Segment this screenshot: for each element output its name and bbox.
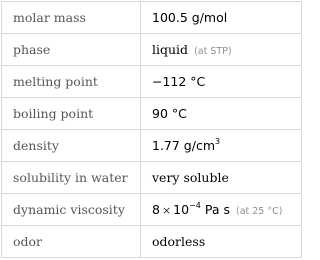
- property-label: solubility in water: [2, 162, 141, 194]
- properties-table: [1, 1, 302, 258]
- viscosity-unit: Pa s: [204, 202, 230, 217]
- property-value: 100.5 g/mol: [141, 2, 302, 34]
- property-value: odorless: [152, 234, 206, 249]
- density-value: 1.77 g/cm: [152, 138, 216, 153]
- property-value: 90 °C: [141, 98, 302, 130]
- property-label: dynamic viscosity: [2, 194, 141, 226]
- property-value-cell: [141, 34, 302, 66]
- property-value: liquid: [152, 42, 189, 57]
- table-row: [2, 162, 302, 194]
- property-label: density: [2, 130, 141, 162]
- condition-note: (at 25 °C): [235, 206, 283, 217]
- viscosity-exponent: −4: [189, 200, 201, 210]
- viscosity-mantissa: 8: [152, 202, 160, 217]
- property-label: melting point: [2, 66, 141, 98]
- property-value: −112 °C: [141, 66, 302, 98]
- property-label: odor: [2, 226, 141, 258]
- property-value-cell: [141, 162, 302, 194]
- multiply-sign: ×: [161, 204, 172, 217]
- property-label: phase: [2, 34, 141, 66]
- property-value-cell: [141, 226, 302, 258]
- table-row: [2, 226, 302, 258]
- table-row: [2, 66, 302, 98]
- table-row: [2, 2, 302, 34]
- property-value-cell: [141, 130, 302, 162]
- property-value: very soluble: [152, 170, 229, 185]
- density-exponent: 3: [215, 136, 221, 146]
- property-value-cell: [141, 194, 302, 226]
- condition-note: (at STP): [194, 46, 232, 57]
- property-label: molar mass: [2, 2, 141, 34]
- table-row: [2, 98, 302, 130]
- table-row: [2, 34, 302, 66]
- viscosity-base: 10: [173, 202, 190, 217]
- table-row: [2, 130, 302, 162]
- table-row: [2, 194, 302, 226]
- property-label: boiling point: [2, 98, 141, 130]
